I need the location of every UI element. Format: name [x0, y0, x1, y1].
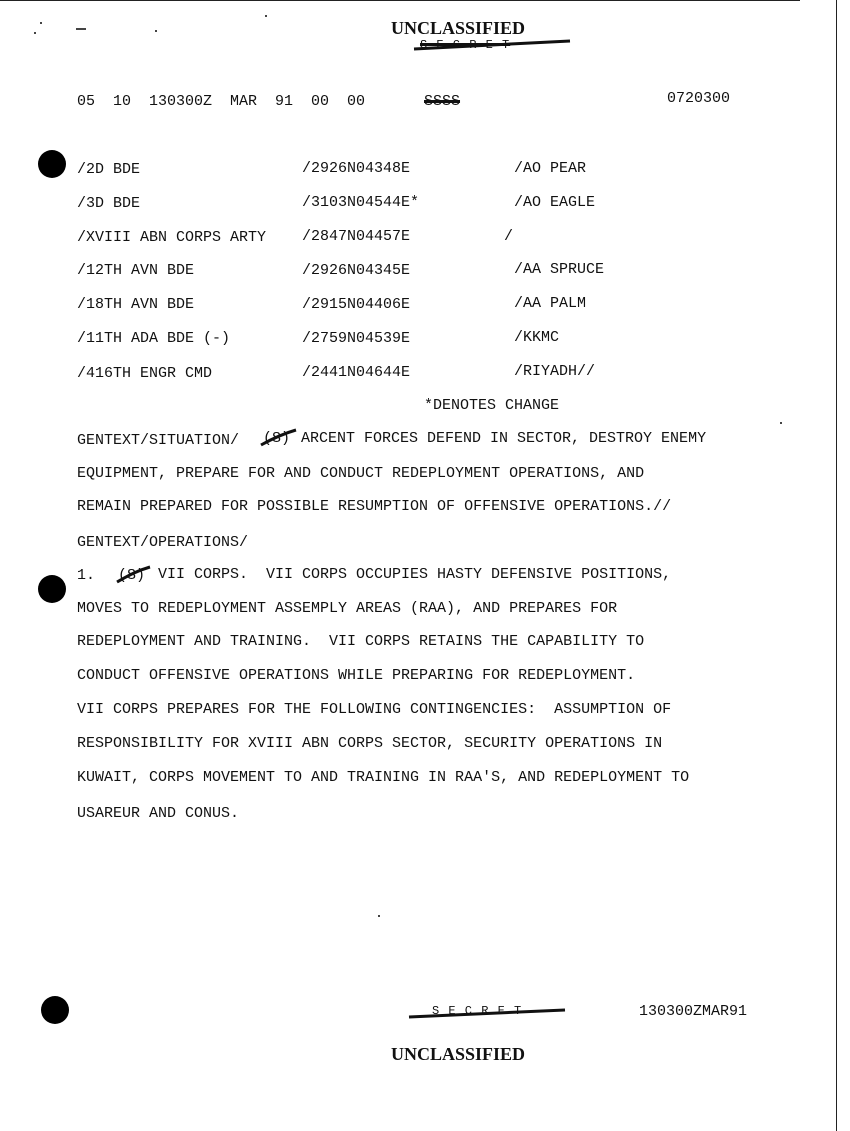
struck-marking-bottom: S E C R E T [432, 1004, 523, 1018]
unit-grid: /2915N04406E [302, 296, 411, 313]
unit-location: /AO PEAR [514, 160, 587, 177]
unit-location: / [504, 228, 514, 245]
scan-speck [155, 30, 157, 32]
change-note: *DENOTES CHANGE [424, 397, 560, 414]
binder-hole-top [38, 150, 66, 178]
paragraph-number: 1. [77, 567, 96, 584]
situation-text-line: EQUIPMENT, PREPARE FOR AND CONDUCT REDEPLOYMENT OPERATIONS, AND [77, 465, 645, 482]
scan-speck [76, 28, 86, 30]
unit-grid: /2926N04345E [302, 262, 411, 279]
strike-mark-top [410, 38, 580, 52]
unit-name: /3D BDE [77, 195, 141, 212]
operations-label: GENTEXT/OPERATIONS/ [77, 534, 249, 551]
footer-dtg: 130300ZMAR91 [639, 1003, 748, 1020]
unit-location: /AA PALM [514, 295, 587, 312]
situation-label: GENTEXT/SITUATION/ [77, 432, 240, 449]
strike-mark-situation [258, 428, 300, 448]
scan-speck [34, 32, 36, 34]
unit-grid: /2926N04348E [302, 160, 411, 177]
unit-name: /18TH AVN BDE [77, 296, 195, 313]
unit-grid: /3103N04544E* [302, 194, 420, 211]
unit-grid: /2441N04644E [302, 364, 411, 381]
scan-speck [265, 15, 267, 17]
unit-location: /AO EAGLE [514, 194, 596, 211]
struck-classification-operations: (S) [118, 567, 146, 584]
message-number: 0720300 [667, 90, 731, 107]
classification-top: UNCLASSIFIED [391, 18, 526, 38]
operations-text-line: USAREUR AND CONUS. [77, 805, 240, 822]
unit-name: /XVIII ABN CORPS ARTY [77, 229, 267, 246]
operations-text-line: CONDUCT OFFENSIVE OPERATIONS WHILE PREPARING FOR REDEPLOYMENT. [77, 667, 636, 684]
unit-name: /12TH AVN BDE [77, 262, 195, 279]
strike-mark-bottom [405, 1006, 575, 1020]
dtg-line: 05 10 130300Z MAR 91 00 00 [77, 93, 366, 110]
strike-mark-operations [114, 565, 154, 585]
scan-speck [378, 915, 380, 917]
operations-text-line: VII CORPS PREPARES FOR THE FOLLOWING CONTINGENCIES: ASSUMPTION OF [77, 701, 672, 718]
page-top-edge [0, 0, 800, 1]
operations-text-line: VII CORPS. VII CORPS OCCUPIES HASTY DEFENSIVE POSITIONS, [158, 566, 672, 583]
page-right-edge [836, 0, 837, 1131]
operations-text-line: MOVES TO REDEPLOYMENT ASSEMPLY AREAS (RAA), AND PREPARES FOR [77, 600, 618, 617]
unit-name: /416TH ENGR CMD [77, 365, 213, 382]
scan-speck [780, 422, 782, 424]
classification-bottom: UNCLASSIFIED [391, 1044, 526, 1064]
unit-grid: /2847N04457E [302, 228, 411, 245]
scan-speck [40, 22, 42, 24]
struck-classification-situation: (S) [263, 430, 291, 447]
struck-marking-top: S E C R E T [420, 38, 511, 52]
unit-name: /2D BDE [77, 161, 141, 178]
unit-location: /KKMC [514, 329, 560, 346]
dtg-struck-code: SSSS [424, 93, 461, 110]
operations-text-line: REDEPLOYMENT AND TRAINING. VII CORPS RETAINS THE CAPABILITY TO [77, 633, 645, 650]
binder-hole-bottom [41, 996, 69, 1024]
unit-name: /11TH ADA BDE (-) [77, 330, 231, 347]
unit-location: /AA SPRUCE [514, 261, 605, 278]
operations-text-line: RESPONSIBILITY FOR XVIII ABN CORPS SECTOR, SECURITY OPERATIONS IN [77, 735, 663, 752]
binder-hole-middle [38, 575, 66, 603]
unit-grid: /2759N04539E [302, 330, 411, 347]
situation-text-line: ARCENT FORCES DEFEND IN SECTOR, DESTROY ENEMY [301, 430, 707, 447]
unit-location: /RIYADH// [514, 363, 596, 380]
operations-text-line: KUWAIT, CORPS MOVEMENT TO AND TRAINING IN RAA'S, AND REDEPLOYMENT TO [77, 769, 690, 786]
situation-text-line: REMAIN PREPARED FOR POSSIBLE RESUMPTION OF OFFENSIVE OPERATIONS.// [77, 498, 672, 515]
